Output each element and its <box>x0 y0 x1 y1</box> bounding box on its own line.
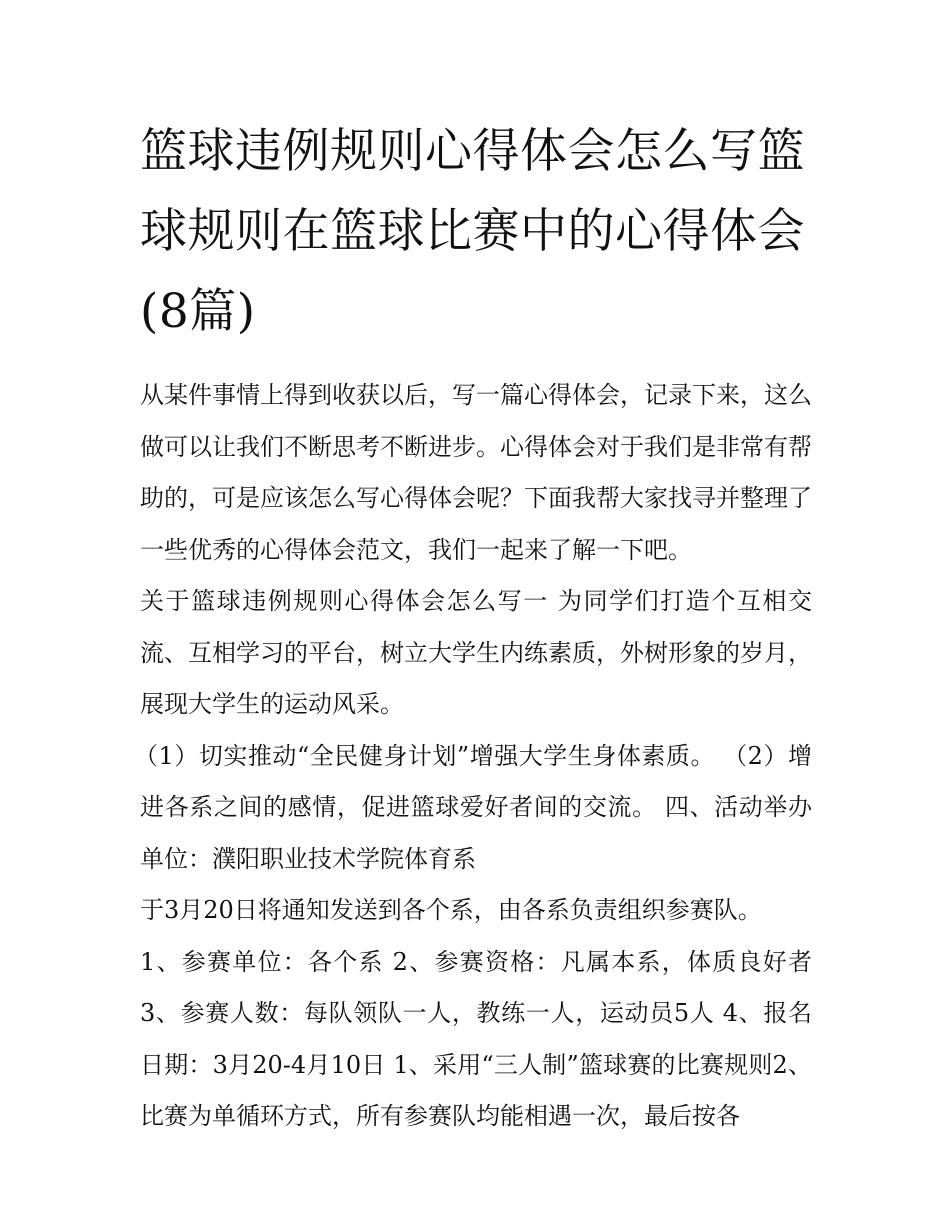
paragraph-rules: 1、参赛单位：各个系 2、参赛资格：凡属本系，体质良好者3、参赛人数：每队领队一人，教练一人，运动员5人 4、报名日期：3月20-4月10日 1、采用“三人制”篮球赛的比赛规则2、比赛为单循环方式，所有参赛队均能相遇一次，最后按各 <box>140 947 812 1130</box>
paragraph-purpose: 关于篮球违例规则心得体会怎么写一 为同学们打造个互相交流、互相学习的平台，树立大学生内练素质，外树形象的岁月，展现大学生的运动风采。 <box>140 587 812 718</box>
document-page <box>134 112 812 1143</box>
paragraph-intro: 从某件事情上得到收获以后，写一篇心得体会，记录下来，这么做可以让我们不断思考不断进步。心得体会对于我们是非常有帮助的，可是应该怎么写心得体会呢？下面我帮大家找寻并整理了一些优秀的心得体会范文，我们一起来了解一下吧。 <box>140 381 812 564</box>
paragraph-notice: 于3月20日将通知发送到各个系，由各系负责组织参赛队。 <box>140 896 762 924</box>
paragraph-goals: （1）切实推动“全民健身计划”增强大学生身体素质。 （2）增进各系之间的感情，促进篮球爱好者间的交流。 四、活动举办单位：濮阳职业技术学院体育系 <box>134 741 812 873</box>
document-title: 篮球违例规则心得体会怎么写篮球规则在篮球比赛中的心得体会(8篇) <box>140 124 805 339</box>
